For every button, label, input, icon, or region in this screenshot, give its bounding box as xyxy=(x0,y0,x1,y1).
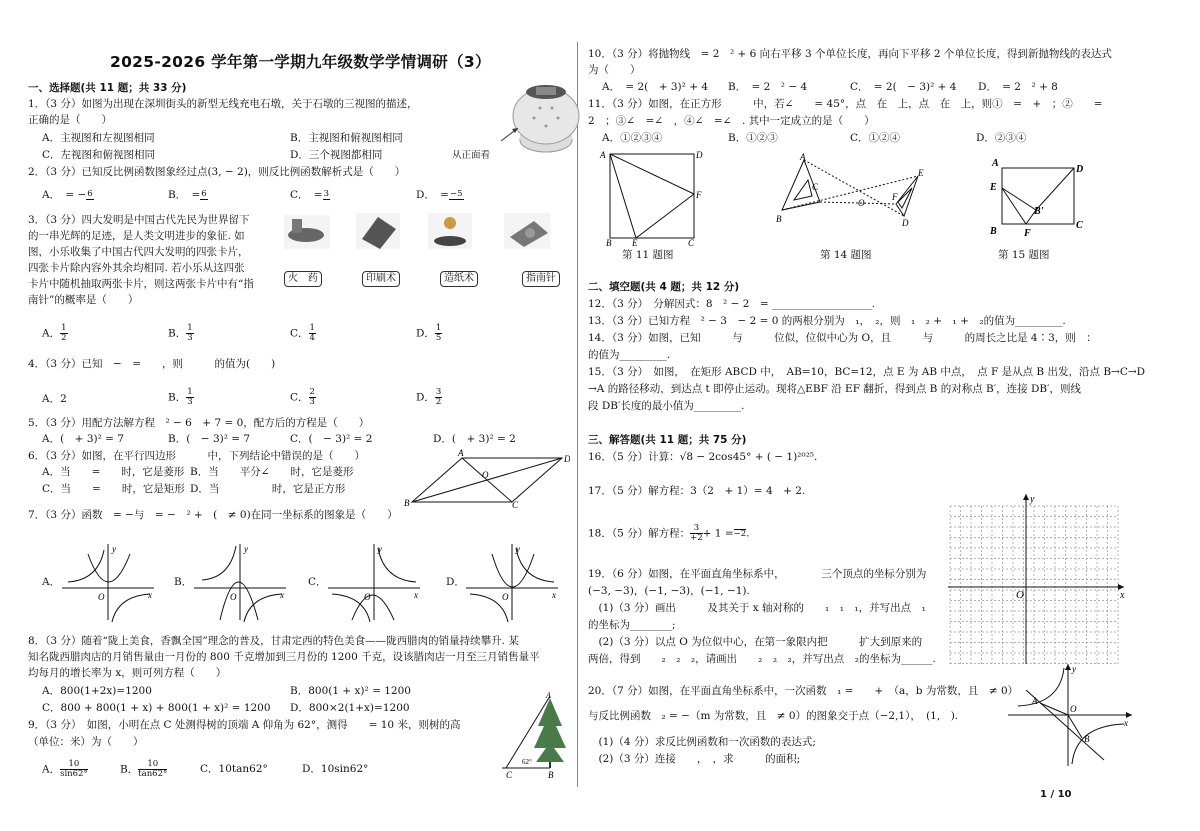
tree-figure xyxy=(496,690,576,782)
svg-text:O: O xyxy=(858,198,865,208)
q20-function-graph xyxy=(1004,660,1134,770)
svg-text:y: y xyxy=(244,544,248,554)
q7-graph-d xyxy=(462,540,562,624)
figure-q11-square xyxy=(596,146,706,246)
svg-text:D: D xyxy=(1076,164,1084,175)
section-3-heading: 三、解答题(共 11 题；共 75 分) xyxy=(588,434,747,446)
question-8-line-2: 知名陇西腊肉店的月销售量由一月份的 800 千克增加到三月份的 1200 千克，设该腊肉店一月至三月销售量平 xyxy=(28,651,540,663)
exam-title: 2025-2026 学年第一学期九年级数学学情调研（3） xyxy=(110,53,491,71)
question-19-line-5: (2)（3 分）以点 O 为位似中心，在第一象限内把 扩大到原来的 xyxy=(588,636,923,648)
question-9-line-2: （单位：米）为（ ） xyxy=(28,736,144,748)
q1-option-c: C．左视图和俯视图相同 xyxy=(42,149,156,161)
svg-text:A: A xyxy=(992,158,999,169)
q8-option-a: A．800(1+2x)=1200 xyxy=(42,685,152,697)
svg-text:B': B' xyxy=(1034,206,1044,217)
question-7: 7．（3 分）函数 = −与 = − ² + ( ≠ 0)在同一坐标系的图象是（ ） xyxy=(28,509,398,521)
svg-text:B: B xyxy=(404,498,410,508)
svg-text:y: y xyxy=(1030,494,1035,505)
q2-option-c: C． = 3 xyxy=(290,189,330,201)
svg-text:C: C xyxy=(512,500,519,510)
q10-option-c: C． = 2( − 3)² + 4 xyxy=(850,81,957,93)
q1-option-a: A．主视图和左视图相同 xyxy=(42,132,155,144)
page-number: 1 / 10 xyxy=(1040,789,1072,800)
question-13: 13．（3 分）已知方程 ² − 3 − 2 = 0 的两根分别为 ₁， ₂，则 ₁ ₂ + ₁ + ₂的值为_________. xyxy=(588,315,1066,327)
question-19-line-4: 的坐标为________; xyxy=(588,619,676,631)
q8-option-b: B．800(1 + x)² = 1200 xyxy=(290,685,411,697)
question-11-line-2: 2 ；③∠ =∠ ，④∠ =∠ . 其中一定成立的是（ ） xyxy=(588,115,875,127)
svg-text:B: B xyxy=(990,226,997,237)
question-15-line-2: →A 的路径移动，到达点 t 即停止运动。现将△EBF 沿 EF 翻折，得到点 B 的对称点 B′，连接 DB′，则线 xyxy=(588,383,1082,395)
svg-text:A: A xyxy=(546,691,551,700)
section-1-heading: 一、选择题(共 11 题；共 33 分) xyxy=(28,82,187,94)
q6-option-c: C．当 = 时，它是矩形 xyxy=(42,483,185,495)
question-1-line-1: 1．（3 分）如图为出现在深圳街头的新型无线充电石墩，关于石墩的三视图的描述， xyxy=(28,98,418,110)
svg-text:62°: 62° xyxy=(522,758,532,766)
q4-option-a: A．2 xyxy=(42,393,67,405)
svg-text:D: D xyxy=(902,218,909,228)
parallelogram-figure xyxy=(400,448,570,510)
question-19-line-1: 19．（6 分）如图，在平面直角坐标系中， 三个顶点的坐标分别为 xyxy=(588,568,927,580)
question-14-line-1: 14．（3 分）如图，已知 与 位似，位似中心为 O，且 与 的周长之比是 4∶3，则 ： xyxy=(588,332,1097,344)
q2-option-b: B． = 6 xyxy=(168,189,207,201)
q7-graph-a xyxy=(58,540,158,624)
question-3-line-5: 卡片中随机抽取两张卡片，则这两张卡片中有“指 xyxy=(28,278,254,290)
svg-text:C: C xyxy=(688,238,695,246)
svg-text:x: x xyxy=(414,590,418,600)
svg-text:B: B xyxy=(776,214,782,224)
q5-option-d: D．( + 3)² = 2 xyxy=(433,433,516,445)
fig-14-caption: 第 14 题图 xyxy=(820,249,872,261)
svg-text:A: A xyxy=(800,152,806,162)
card-printing: 印刷术 xyxy=(362,271,400,287)
question-4: 4．（3 分）已知 − = ，则 的值为( ) xyxy=(28,358,276,370)
svg-text:B: B xyxy=(606,238,612,246)
svg-text:F: F xyxy=(892,192,898,202)
svg-text:B: B xyxy=(1084,734,1090,744)
question-8-line-3: 均每月的增长率为 x，则可列方程（ ） xyxy=(28,667,227,679)
q7-graph-b xyxy=(190,540,290,624)
question-20-line-3: (1)（4 分）求反比例函数和一次函数的表达式; xyxy=(588,736,816,748)
svg-text:C: C xyxy=(506,770,513,780)
q5-option-b: B．( − 3)² = 7 xyxy=(168,433,251,445)
q11-option-d: D．②③④ xyxy=(976,132,1027,144)
question-19-line-6: 两倍，得到 ₂ ₂ ₂，请画出 ₂ ₂ ₂，并写出点 ₂的坐标为______. xyxy=(588,653,936,665)
svg-text:O: O xyxy=(1070,704,1077,714)
svg-text:F: F xyxy=(1024,228,1031,238)
q19-coordinate-grid xyxy=(948,492,1128,668)
question-5: 5．（3 分）用配方法解方程 ² − 6 + 7 = 0，配方后的方程是（ ） xyxy=(28,417,370,429)
question-6: 6．（3 分）如图，在平行四边形 中，下列结论中错误的是（ ） xyxy=(28,450,365,462)
fig-11-caption: 第 11 题图 xyxy=(622,249,674,261)
q5-option-c: C．( − 3)² = 2 xyxy=(290,433,373,445)
question-3-line-6: 南针”的概率是（ ） xyxy=(28,294,139,306)
svg-text:x: x xyxy=(280,590,284,600)
q10-option-d: D． = 2 ² + 8 xyxy=(978,81,1058,93)
figure-q14-homothety xyxy=(772,152,932,232)
svg-text:C: C xyxy=(1076,220,1083,231)
question-12: 12．（3 分） 分解因式：8 ² − 2 = ___________________. xyxy=(588,298,876,310)
q11-option-a: A．①②③④ xyxy=(602,132,663,144)
fig-15-caption: 第 15 题图 xyxy=(998,249,1050,261)
question-3-line-3: 图，小乐收集了中国古代四大发明的四张卡片， xyxy=(28,246,249,258)
q7-graph-c xyxy=(324,540,424,624)
q6-option-a: A．当 = 时，它是菱形 xyxy=(42,466,185,478)
card-compass: 指南针 xyxy=(522,271,560,287)
svg-text:O: O xyxy=(502,592,509,602)
q7-option-d: D． xyxy=(446,576,465,588)
question-17: 17．（5 分）解方程：3（2 + 1）= 4 + 2. xyxy=(588,485,806,497)
q7-option-b: B． xyxy=(174,576,193,588)
question-19-line-3: (1)（3 分）画出 及其关于 x 轴对称的 ₁ ₁ ₁，并写出点 ₁ xyxy=(588,602,926,614)
q8-option-c: C．800 + 800(1 + x) + 800(1 + x)² = 1200 xyxy=(42,702,271,714)
q6-option-d: D．当 时，它是正方形 xyxy=(190,483,346,495)
svg-text:y: y xyxy=(112,544,116,554)
question-1-line-2: 正确的是（ ） xyxy=(28,114,112,126)
svg-text:y: y xyxy=(378,544,382,554)
q7-option-a: A． xyxy=(42,576,61,588)
svg-text:A: A xyxy=(1032,696,1038,706)
svg-text:E: E xyxy=(918,168,924,178)
question-3-line-1: 3．（3 分）四大发明是中国古代先民为世界留下 xyxy=(28,214,250,226)
q3-option-d: D． $\frac{1}{5}$ xyxy=(416,323,442,343)
svg-text:y: y xyxy=(1072,664,1076,674)
svg-text:E: E xyxy=(990,182,997,193)
question-11-line-1: 11．（3 分）如图，在正方形 中，若∠ = 45°，点 在 上，点 在 上，则① = + ；② = xyxy=(588,98,1103,110)
question-18: 18．（5 分）解方程： $\frac{3}{+2}$ + 1 = −2 . xyxy=(588,523,750,543)
svg-text:A: A xyxy=(458,448,464,458)
svg-text:x: x xyxy=(1124,718,1128,728)
q1-figure-caption: 从正面看 xyxy=(452,150,491,161)
svg-text:F: F xyxy=(696,190,702,200)
svg-text:O: O xyxy=(1016,589,1024,601)
svg-text:O: O xyxy=(98,592,105,602)
question-19-line-2: (−3, −3)，(−1, −3)，(−1, −1). xyxy=(588,585,750,597)
question-8-line-1: 8．（3 分）随着“陇上美食，香飘全国”理念的普及，甘肃定西的特色美食——陇西腊肉的销量持续攀升. 某 xyxy=(28,635,519,647)
card-papermaking: 造纸术 xyxy=(440,271,478,287)
figure-q15-rectangle xyxy=(988,154,1088,238)
q3-option-c: C． $\frac{1}{4}$ xyxy=(290,323,315,343)
four-inventions-pictures xyxy=(278,207,578,253)
q9-option-d: D．10sin62° xyxy=(302,763,369,775)
section-2-heading: 二、填空题(共 4 题；共 12 分) xyxy=(588,281,740,293)
svg-text:E: E xyxy=(632,238,638,246)
q9-option-b: B． $\frac{10}{\tan 62^\circ}$ xyxy=(120,759,168,779)
question-10-line-1: 10．（3 分）将抛物线 = 2 ² + 6 向右平移 3 个单位长度，再向下平移 2 个单位长度，得到新抛物线的表达式 xyxy=(588,48,1112,60)
q11-option-c: C．①②④ xyxy=(850,132,901,144)
q9-option-c: C．10tan62° xyxy=(200,763,268,775)
svg-text:C: C xyxy=(812,182,819,192)
svg-text:x: x xyxy=(552,590,556,600)
q3-option-a: A． $\frac{1}{2}$ xyxy=(42,323,67,343)
q7-option-c: C． xyxy=(308,576,327,588)
svg-text:B: B xyxy=(548,770,554,780)
q2-option-d: D． = −5 xyxy=(416,189,463,201)
q6-option-b: B．当 平分∠ 时，它是菱形 xyxy=(190,466,354,478)
svg-text:D: D xyxy=(564,454,570,464)
q1-option-b: B．主视图和俯视图相同 xyxy=(290,132,403,144)
svg-text:x: x xyxy=(1120,590,1125,601)
question-20-line-2: 与反比例函数 ₂ = −（m 为常数，且 ≠ 0）的图象交于点（−2,1）， (1, ). xyxy=(588,710,959,722)
question-20-line-4: (2)（3 分）连接 ， ，求 的面积; xyxy=(588,753,801,765)
question-3-line-4: 四张卡片除内容外其余均相同. 若小乐从这四张 xyxy=(28,262,245,274)
question-15-line-1: 15．（3 分） 如图， 在矩形 ABCD 中， AB=10，BC=12，点 E 为 AB 中点， 点 F 是从点 B 出发，沿点 B→C→D xyxy=(588,366,1146,378)
svg-text:O: O xyxy=(230,592,237,602)
question-2: 2．（3 分）已知反比例函数图象经过点(3, − 2)，则反比例函数解析式是（ ） xyxy=(28,166,406,178)
q4-option-d: D． $\frac{3}{2}$ xyxy=(416,387,442,407)
card-gunpowder: 火 药 xyxy=(284,271,322,287)
q10-option-a: A． = 2( + 3)² + 4 xyxy=(602,81,709,93)
q5-option-a: A．( + 3)² = 7 xyxy=(42,433,124,445)
question-20-line-1: 20．（7 分）如图，在平面直角坐标系中，一次函数 ₁ = + （a，b 为常数，且 ≠ 0） xyxy=(588,685,1019,697)
q9-option-a: A． $\frac{10}{\sin 62^\circ}$ xyxy=(42,759,88,779)
q4-option-c: C． $\frac{2}{3}$ xyxy=(290,387,315,407)
svg-text:D: D xyxy=(696,150,703,160)
q2-option-a: A． = − 6 xyxy=(42,189,93,201)
q4-option-b: B． $\frac{1}{3}$ xyxy=(168,387,193,407)
q11-option-b: B．①②③ xyxy=(728,132,778,144)
q10-option-b: B． = 2 ² − 4 xyxy=(728,81,808,93)
question-10-line-2: 为（ ） xyxy=(588,64,641,76)
question-15-line-3: 段 DB′长度的最小值为_________. xyxy=(588,400,745,412)
question-16: 16．（5 分）计算：√8 − 2cos45° + ( − 1)²⁰²⁵. xyxy=(588,451,818,463)
q8-option-d: D．800×2(1+x)=1200 xyxy=(290,702,410,714)
question-14-line-2: 的值为_________. xyxy=(588,349,671,361)
svg-text:A: A xyxy=(600,150,606,160)
q3-option-b: B． $\frac{1}{3}$ xyxy=(168,323,193,343)
svg-text:O: O xyxy=(364,592,371,602)
svg-text:x: x xyxy=(148,590,152,600)
svg-text:y: y xyxy=(516,544,520,554)
question-3-line-2: 的一串光辉的足迹，是人类文明进步的象征. 如 xyxy=(28,230,245,242)
q1-option-d: D．三个视图都相同 xyxy=(290,149,383,161)
question-9-line-1: 9．（3 分） 如图，小明在点 C 处测得树的顶端 A 仰角为 62°，测得 = 10 米，则树的高 xyxy=(28,719,461,731)
svg-text:O: O xyxy=(482,470,489,480)
